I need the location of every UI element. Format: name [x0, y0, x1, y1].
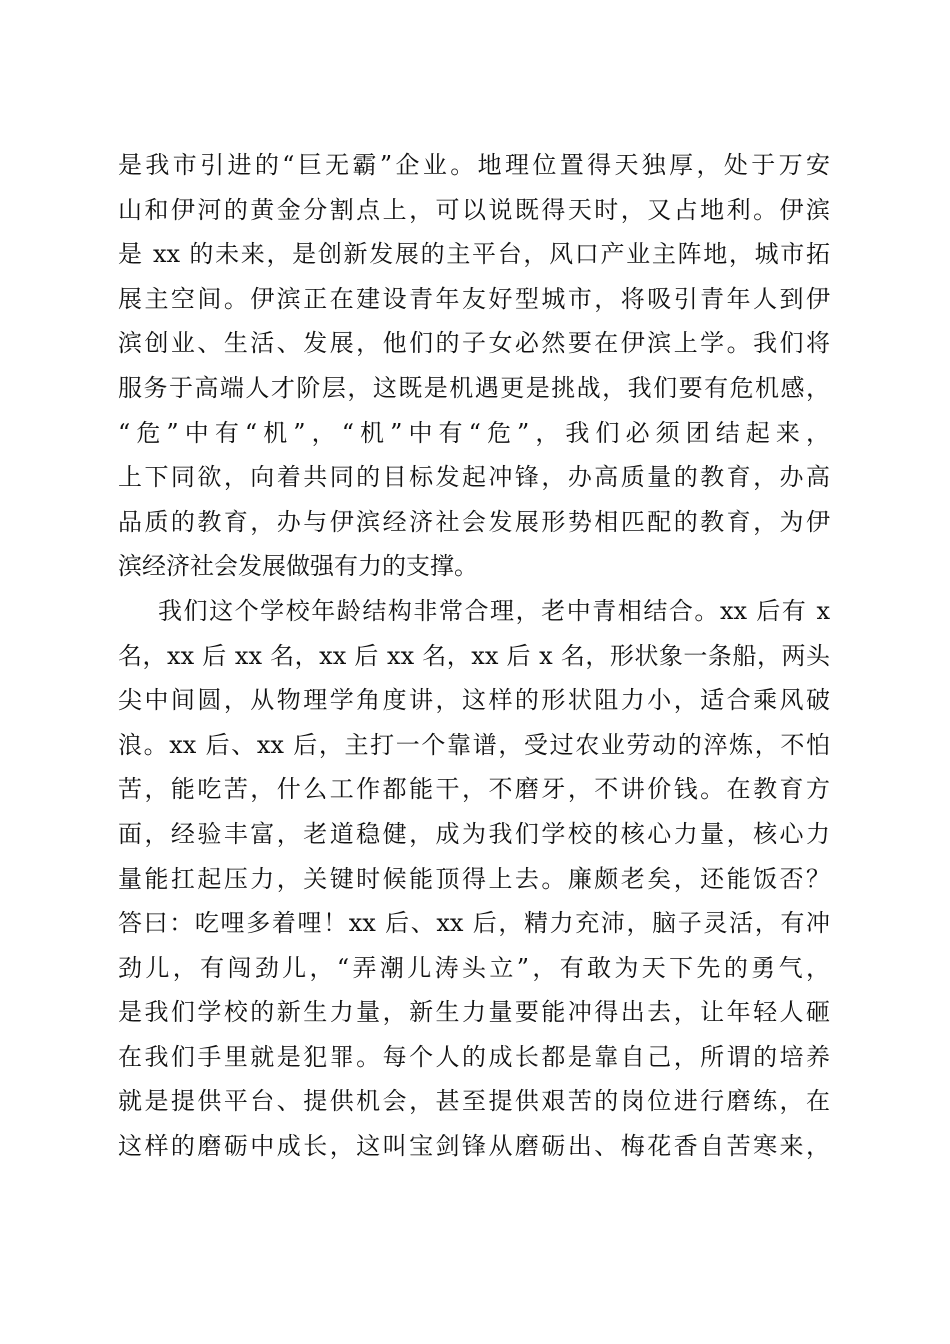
paragraph-1-line-4: 展主空间。伊滨正在建设青年友好型城市，将吸引青年人到伊: [118, 284, 830, 313]
paragraph-1-line-3: 是 xx 的未来，是创新发展的主平台，风口产业主阵地，城市拓: [118, 240, 830, 269]
paragraph-2-line-7: 量能扛起压力，关键时候能顶得上去。廉颇老矣，还能饭否？: [118, 864, 830, 893]
paragraph-1-line-5: 滨创业、生活、发展，他们的子女必然要在伊滨上学。我们将: [118, 329, 830, 358]
paragraph-1-line-7: “危”中有“机”，“机”中有“危”，我们必须团结起来，: [118, 418, 830, 447]
body-text: [118, 143, 830, 1169]
paragraph-2-line-3: 尖中间圆，从物理学角度讲，这样的形状阻力小，适合乘风破: [118, 686, 830, 715]
paragraph-1-line-1: 是我市引进的“巨无霸”企业。地理位置得天独厚，处于万安: [118, 151, 830, 179]
paragraph-2-line-5: 苦，能吃苦，什么工作都能干，不磨牙，不讲价钱。在教育方: [118, 775, 830, 804]
paragraph-1-line-9: 品质的教育，办与伊滨经济社会发展形势相匹配的教育，为伊: [118, 507, 830, 536]
paragraph-1-line-8: 上下同欲，向着共同的目标发起冲锋，办高质量的教育，办高: [118, 463, 830, 492]
paragraph-2-line-1: 我们这个学校年龄结构非常合理，老中青相结合。xx 后有 x: [158, 596, 830, 625]
paragraph-2-line-11: 在我们手里就是犯罪。每个人的成长都是靠自己，所谓的培养: [118, 1042, 830, 1071]
paragraph-1-line-10: 滨经济社会发展做强有力的支撑。: [118, 552, 478, 581]
paragraph-2-line-8: 答曰：吃哩多着哩！xx 后、xx 后，精力充沛，脑子灵活，有冲: [118, 909, 830, 938]
paragraph-2-line-12: 就是提供平台、提供机会，甚至提供艰苦的岗位进行磨练，在: [118, 1087, 830, 1116]
paragraph-1-line-6: 服务于高端人才阶层，这既是机遇更是挑战，我们要有危机感，: [118, 373, 830, 402]
paragraph-2-line-10: 是我们学校的新生力量，新生力量要能冲得出去，让年轻人砸: [118, 998, 830, 1027]
paragraph-1-line-2: 山和伊河的黄金分割点上，可以说既得天时，又占地利。伊滨: [118, 195, 830, 224]
paragraph-2-line-6: 面，经验丰富，老道稳健，成为我们学校的核心力量，核心力: [118, 819, 830, 848]
paragraph-2-line-9: 劲儿，有闯劲儿，“弄潮儿涛头立”，有敢为天下先的勇气，: [118, 953, 830, 982]
paragraph-2-line-2: 名，xx 后 xx 名，xx 后 xx 名，xx 后 x 名，形状象一条船，两头: [118, 641, 830, 670]
paragraph-2-line-13: 这样的磨砺中成长，这叫宝剑锋从磨砺出、梅花香自苦寒来，: [118, 1132, 830, 1161]
paragraph-2-line-4: 浪。xx 后、xx 后，主打一个靠谱，受过农业劳动的淬炼，不怕: [118, 730, 830, 759]
